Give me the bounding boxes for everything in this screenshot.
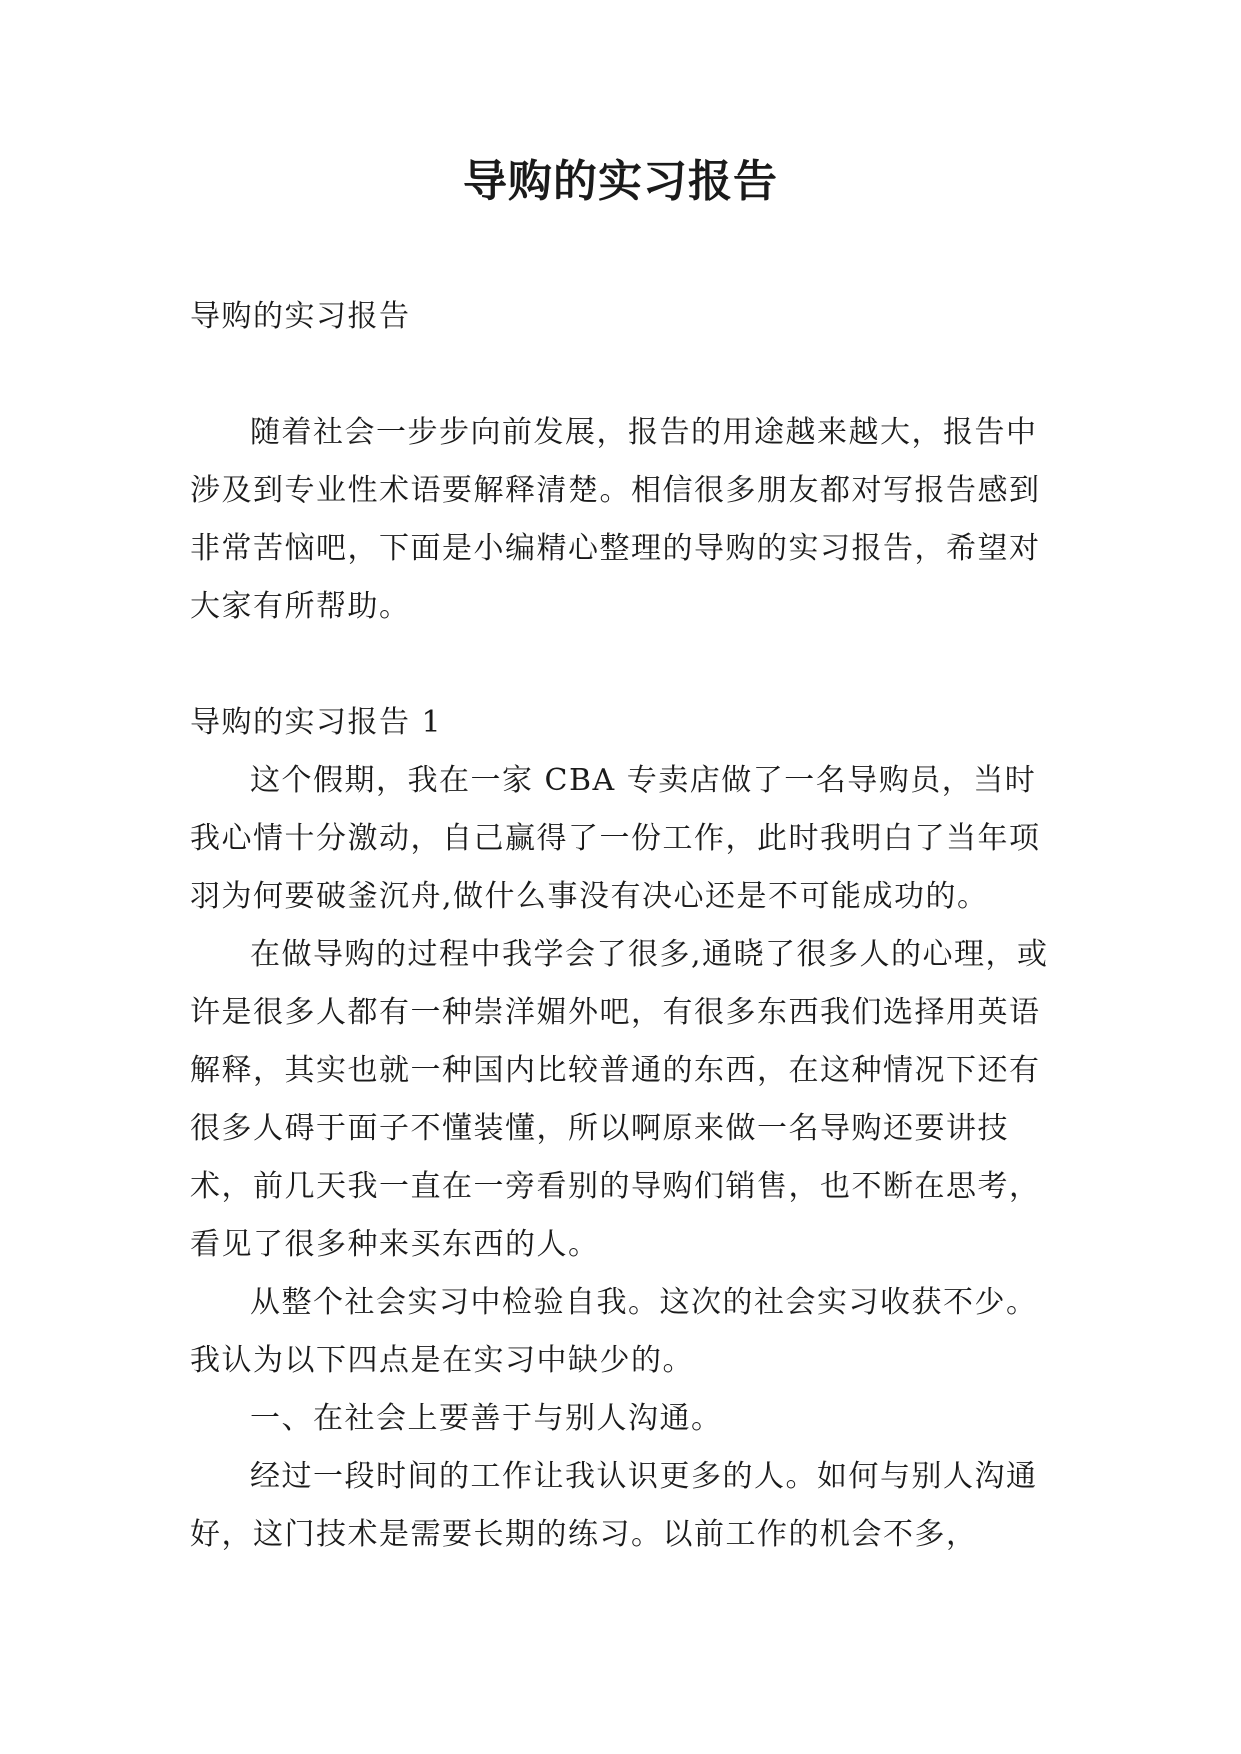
document-subtitle: 导购的实习报告 <box>190 299 411 334</box>
document-title: 导购的实习报告 <box>463 156 778 207</box>
body-paragraph: 一、在社会上要善于与别人沟通。 <box>250 1401 723 1436</box>
body-paragraph: 在做导购的过程中我学会了很多,通晓了很多人的心理，或许是很多人都有一种崇洋媚外吧，有很多东西我们选择用英语解释，其实也就一种国内比较普通的东西，在这种情况下还有很多人碍于面子不懂装懂，所以啊原来做一名导购还要讲技术，前几天我一直在一旁看别的导购们销售，也不断在思考，看见了很多种来买东西的人。 <box>190 937 1049 1262</box>
intro-paragraph: 随着社会一步步向前发展，报告的用途越来越大，报告中涉及到专业性术语要解释清楚。相信很多朋友都对写报告感到非常苦恼吧，下面是小编精心整理的导购的实习报告，希望对大家有所帮助。 <box>190 415 1041 624</box>
section-heading: 导购的实习报告 1 <box>190 705 443 740</box>
body-paragraph: 经过一段时间的工作让我认识更多的人。如何与别人沟通好，这门技术是需要长期的练习。以前工作的机会不多， <box>190 1459 1038 1552</box>
body-paragraph: 这个假期，我在一家 CBA 专卖店做了一名导购员，当时我心情十分激动，自己赢得了一份工作，此时我明白了当年项羽为何要破釜沉舟,做什么事没有决心还是不可能成功的。 <box>190 763 1041 914</box>
body-paragraph: 从整个社会实习中检验自我。这次的社会实习收获不少。我认为以下四点是在实习中缺少的。 <box>190 1285 1038 1378</box>
document-body <box>190 288 1050 1564</box>
